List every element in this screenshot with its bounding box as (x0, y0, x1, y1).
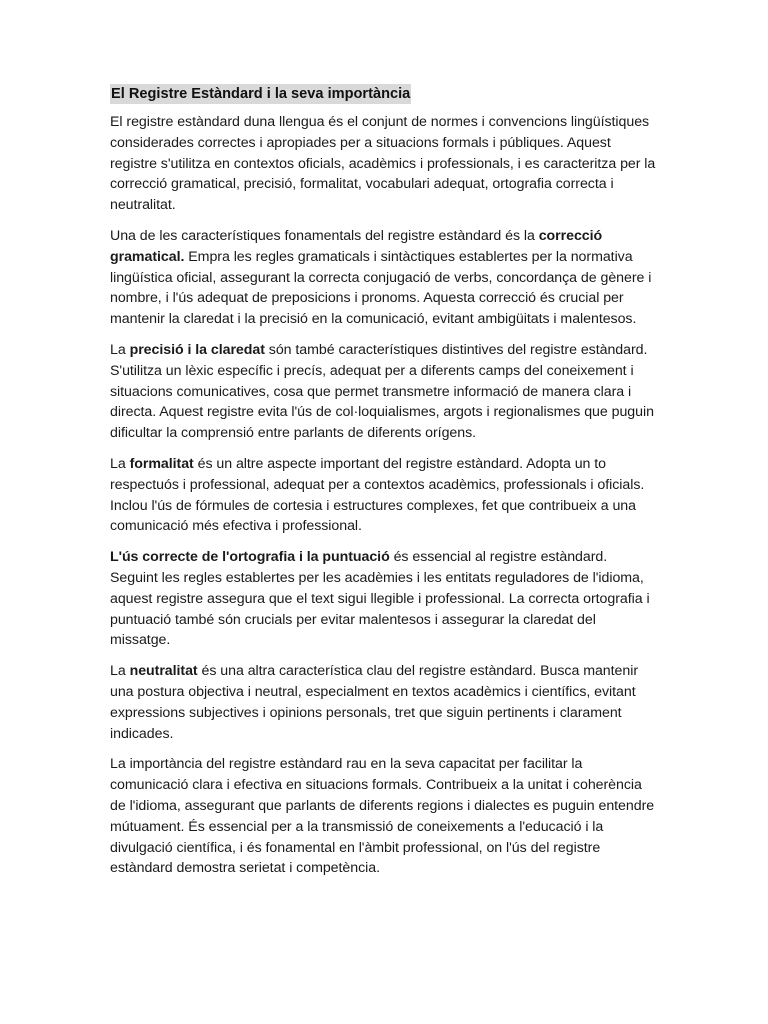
document-title: El Registre Estàndard i la seva importància (111, 86, 411, 102)
document-body (110, 112, 658, 879)
paragraph-text: són també característiques distintives del registre estàndard. S'utilitza un lèxic específic i precís, adequat per a diferents camps del coneixement i situacions comunicatives, cosa que permet transmetre informació de manera clara i directa. Aquest registre evita l'ús de col·loquialismes, argots i regionalismes que puguin dificultar la comprensió entre parlants de diferents orígens. (110, 341, 654, 442)
bold-term: neutralitat (129, 663, 198, 680)
paragraph-text: és un altre aspecte important del registre estàndard. Adopta un to respectuós i professional, adequat per a contextos acadèmics, professionals i oficials. Inclou l'ús de fórmules de cortesia i estructures complexes, fet que contribueix a una comunicació més efectiva i professional. (110, 455, 645, 535)
paragraph-text: és una altra característica clau del registre estàndard. Busca mantenir una postura objectiva i neutral, especialment en textos acadèmics i científics, evitant expressions subjectives i opinions personals, tret que siguin pertinents i clarament indicades. (110, 663, 639, 742)
paragraph-text: és essencial al registre estàndard. Seguint les regles establertes per les acadèmies i les entitats reguladores de l'idioma, aquest registre assegura que el text sigui llegible i professional. La correcta ortografia i puntuació també són crucials per evitar malentesos i assegurar la claredat del missatge. (110, 549, 650, 649)
bold-term: correcció gramatical. (110, 227, 603, 265)
paragraph-text: El registre estàndard duna llengua és el conjunt de normes i convencions lingüístiques considerades correctes i apropiades per a situacions formals i públiques. Aquest registre s'utilitza en contextos oficials, acadèmics i professionals, i es caracteritza per la correcció gramatical, precisió, formalitat, vocabulari adequat, ortografia correcta i neutralitat. (110, 114, 656, 214)
paragraph-text: La (110, 341, 130, 358)
paragraph (110, 547, 658, 651)
bold-term: L'ús correcte de l'ortografia i la puntuació (110, 549, 390, 566)
paragraph-text: Una de les característiques fonamentals del registre estàndard és la (110, 227, 539, 244)
paragraph (110, 661, 658, 744)
bold-term: formalitat (129, 455, 194, 472)
paragraph (110, 112, 658, 216)
paragraph (110, 340, 658, 444)
paragraph (110, 754, 658, 879)
paragraph (110, 226, 658, 330)
paragraph-text: La (110, 455, 130, 472)
paragraph-text: Empra les regles gramaticals i sintàctiques establertes per la normativa lingüística oficial, assegurant la correcta conjugació de verbs, concordança de gènere i nombre, i l'ús adequat de preposicions i pronoms. Aquesta correcció és crucial per mantenir la claredat i la precisió en la comunicació, evitant ambigüitats i malentesos. (110, 248, 652, 328)
paragraph (110, 454, 658, 537)
paragraph-text: La importància del registre estàndard rau en la seva capacitat per facilitar la comunicació clara i efectiva en situacions formals. Contribueix a la unitat i coherència de l'idioma, assegurant que parlants de diferents regions i dialectes es puguin entendre mútuament. És essencial per a la transmissió de coneixements a l'educació i la divulgació científica, i és fonamental en l'àmbit professional, on l'ús del registre estàndard demostra serietat i competència. (110, 756, 655, 877)
bold-term: precisió i la claredat (129, 341, 265, 358)
paragraph-text: La (110, 663, 130, 680)
